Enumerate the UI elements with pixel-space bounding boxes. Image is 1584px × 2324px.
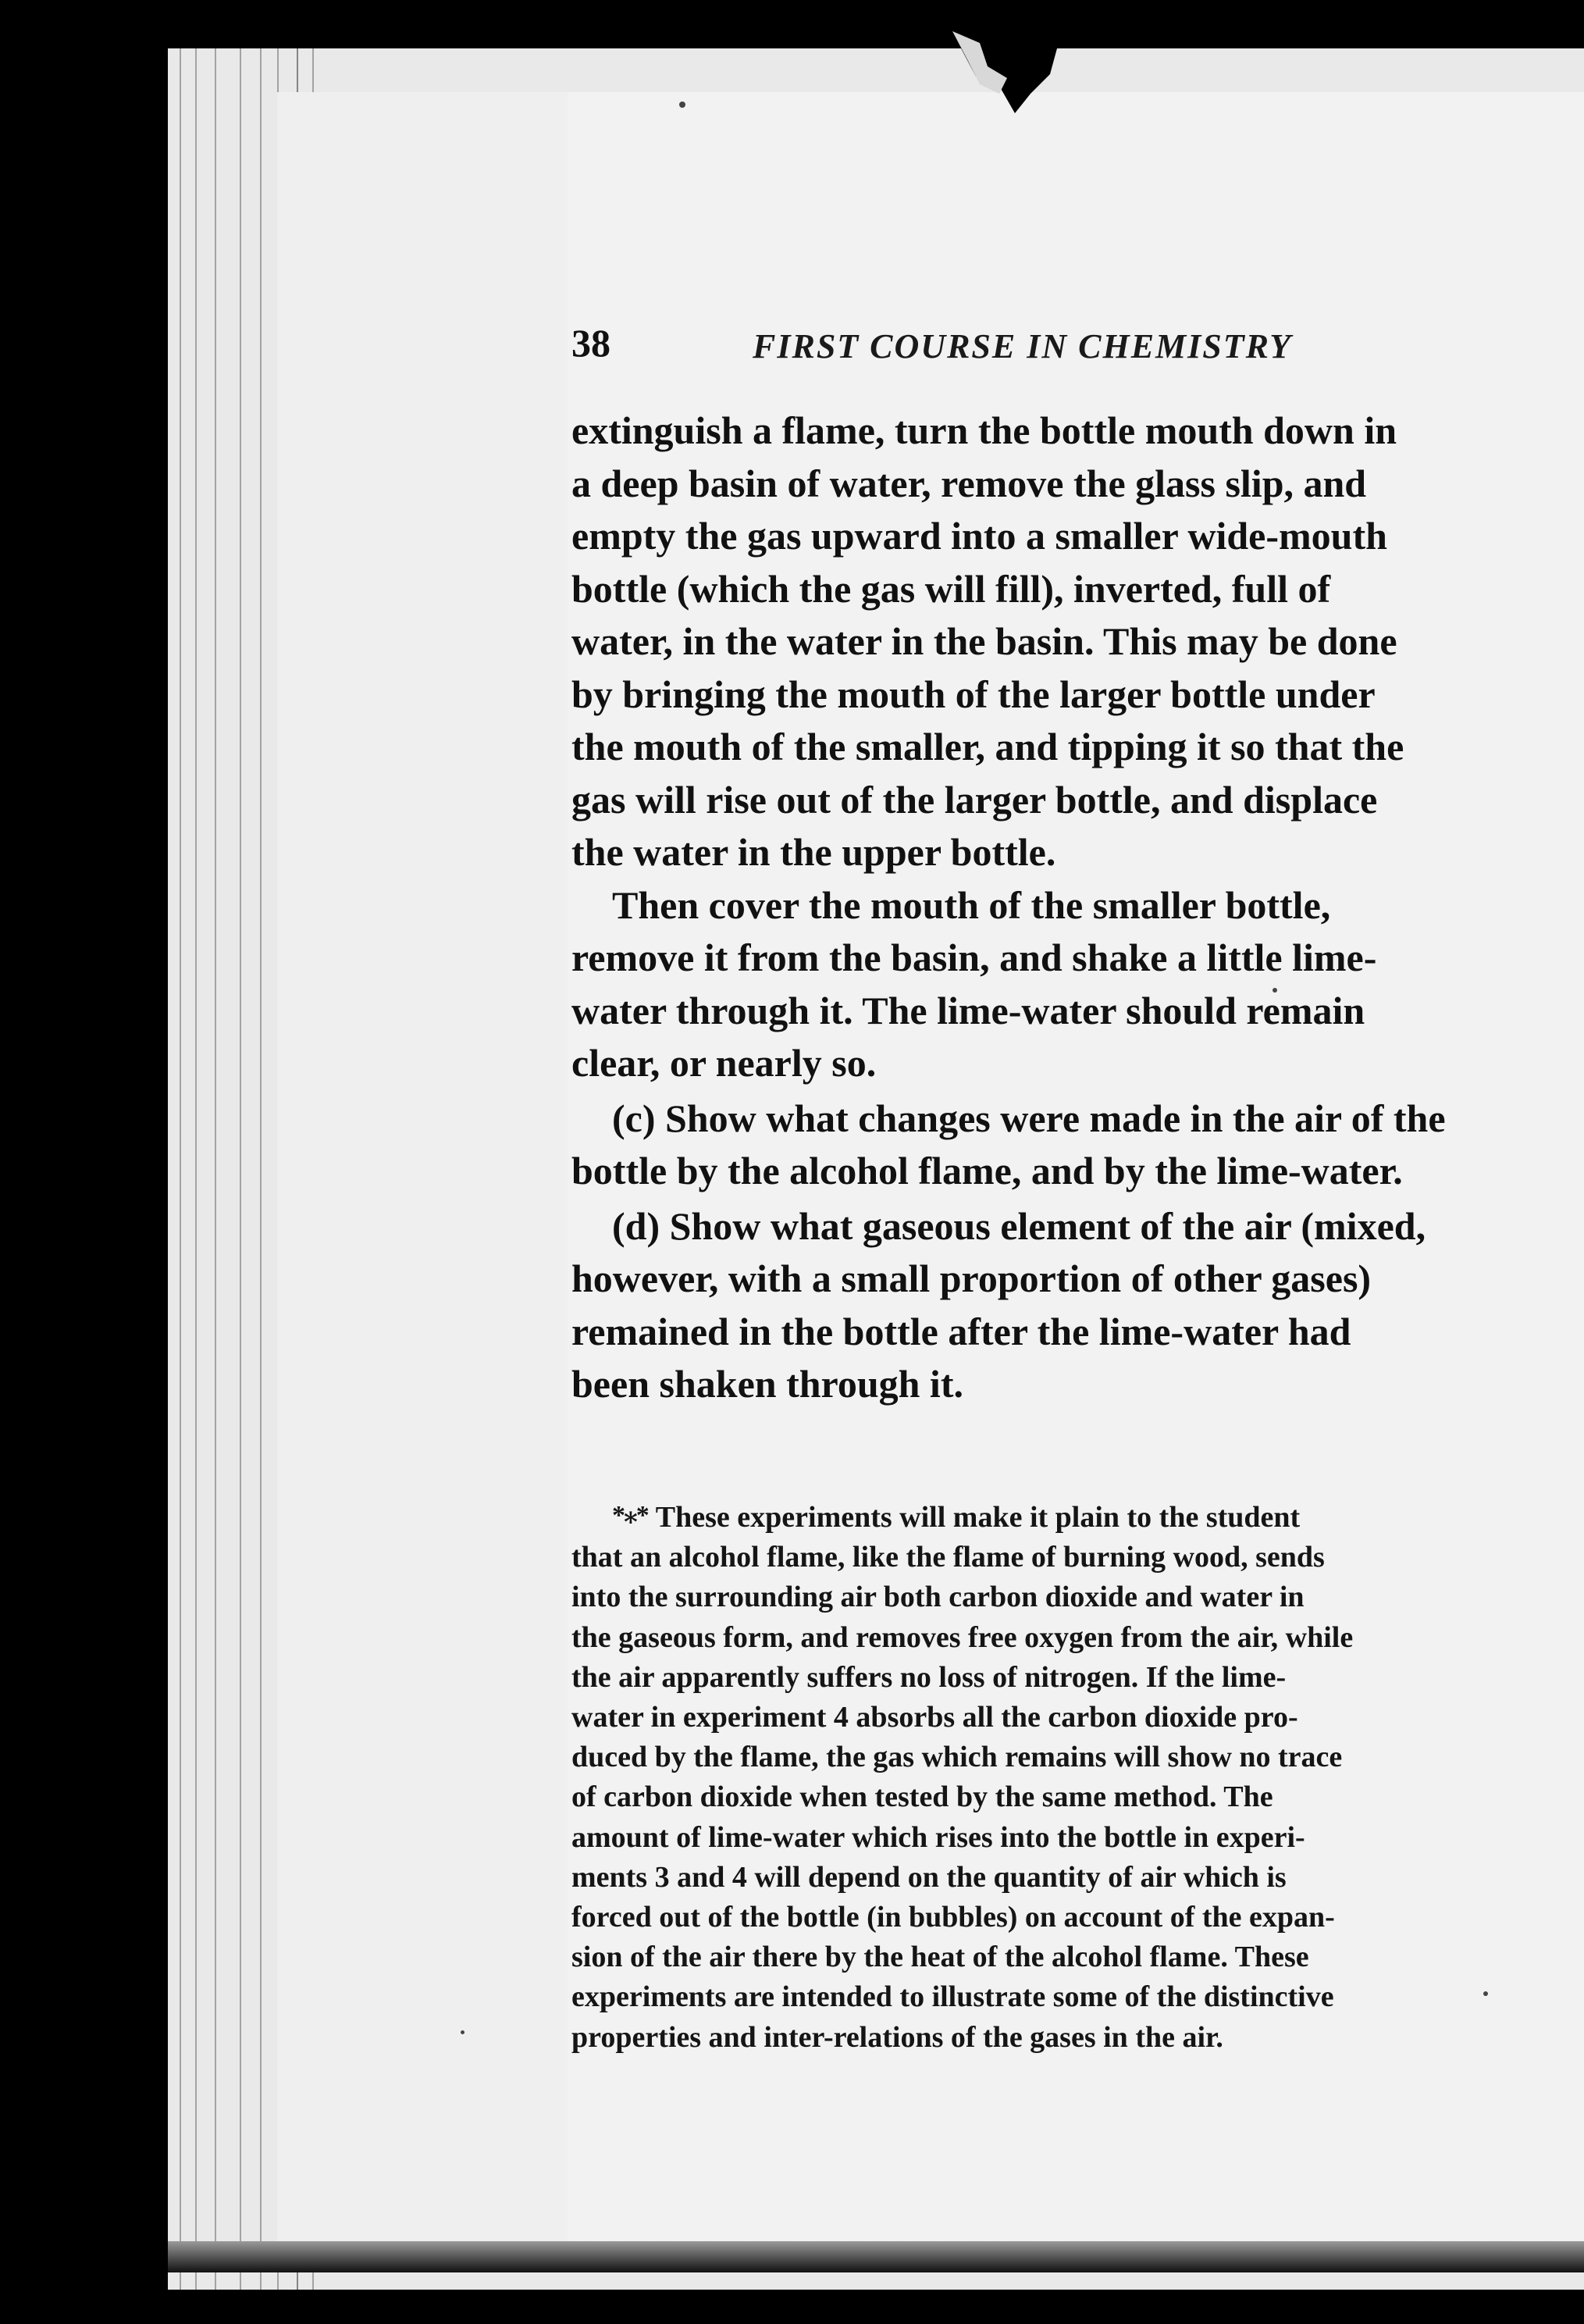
text-line: Then cover the mouth of the smaller bottle, <box>612 882 1331 927</box>
text-line: clear, or nearly so. <box>571 1041 877 1085</box>
text-line: extinguish a flame, turn the bottle mouth down in <box>571 408 1397 452</box>
running-title: FIRST COURSE IN CHEMISTRY <box>753 327 1293 365</box>
paragraph <box>571 1092 1584 1198</box>
page-edge <box>240 48 241 2290</box>
note-line: duced by the flame, the gas which remains will show no trace <box>571 1741 1343 1774</box>
note-line: the air apparently suffers no loss of nitrogen. If the lime- <box>571 1660 1287 1694</box>
paragraph <box>571 1200 1584 1411</box>
text-line: however, with a small proportion of other gases) <box>571 1256 1372 1300</box>
text-line: bottle by the alcohol flame, and by the lime-water. <box>571 1149 1403 1192</box>
asterism-marker: *⁎* <box>612 1501 648 1530</box>
note-line: that an alcohol flame, like the flame of burning wood, sends <box>571 1541 1325 1574</box>
running-head <box>571 320 1584 375</box>
note-line: ments 3 and 4 will depend on the quantity of air which is <box>571 1860 1287 1894</box>
paragraph <box>571 879 1584 1090</box>
text-line: a deep basin of water, remove the glass slip, and <box>571 461 1367 505</box>
paragraph <box>571 405 1584 879</box>
text-line: bottle (which the gas will fill), inverted, full of <box>571 566 1331 611</box>
text-line: empty the gas upward into a smaller wide-mouth <box>571 514 1387 558</box>
note-line: into the surrounding air both carbon dioxide and water in <box>571 1581 1305 1614</box>
page-edge <box>180 48 181 2290</box>
text-line: the mouth of the smaller, and tipping it so that the <box>571 725 1404 768</box>
note-line: properties and inter-relations of the gases in the air. <box>571 2020 1223 2054</box>
paper-speck <box>679 102 685 108</box>
page-edge <box>215 48 216 2290</box>
text-line: by bringing the mouth of the larger bottle under <box>571 672 1376 716</box>
torn-corner <box>906 0 1062 117</box>
note-line: forced out of the bottle (in bubbles) on account of the expan- <box>571 1901 1335 1934</box>
note-line: of carbon dioxide when tested by the same method. The <box>571 1780 1273 1814</box>
bottom-shadow <box>168 2241 1584 2272</box>
text-line: (c) Show what changes were made in the air of the <box>612 1096 1446 1140</box>
note-first-line <box>571 1495 1584 1538</box>
text-line: water through it. The lime-water should remain <box>571 988 1365 1032</box>
page-edge <box>195 48 197 2290</box>
text-line: remove it from the basin, and shake a little lime- <box>571 936 1377 979</box>
note-line: amount of lime-water which rises into the bottle in experi- <box>571 1820 1305 1854</box>
text-line: gas will rise out of the larger bottle, and displace <box>571 777 1378 822</box>
note-line: experiments are intended to illustrate some of the distinctive <box>571 1980 1334 2014</box>
note-line: sion of the air there by the heat of the alcohol flame. These <box>571 1941 1309 1974</box>
text-line: remained in the bottle after the lime-water had <box>571 1309 1351 1353</box>
paper-speck <box>461 2030 465 2034</box>
note-line: These experiments will make it plain to the student <box>655 1501 1301 1534</box>
note-line: water in experiment 4 absorbs all the carbon dioxide pro- <box>571 1701 1298 1734</box>
text-line: the water in the upper bottle. <box>571 830 1056 874</box>
main-text <box>571 405 1584 1411</box>
text-line: been shaken through it. <box>571 1362 963 1406</box>
page-edge <box>260 48 262 2290</box>
page-number: 38 <box>571 321 610 365</box>
note <box>571 1495 1584 2058</box>
note-line: the gaseous form, and removes free oxygen from the air, while <box>571 1620 1354 1654</box>
text-line: water, in the water in the basin. This may be done <box>571 619 1397 663</box>
text-line: (d) Show what gaseous element of the air (mixed, <box>612 1203 1426 1248</box>
